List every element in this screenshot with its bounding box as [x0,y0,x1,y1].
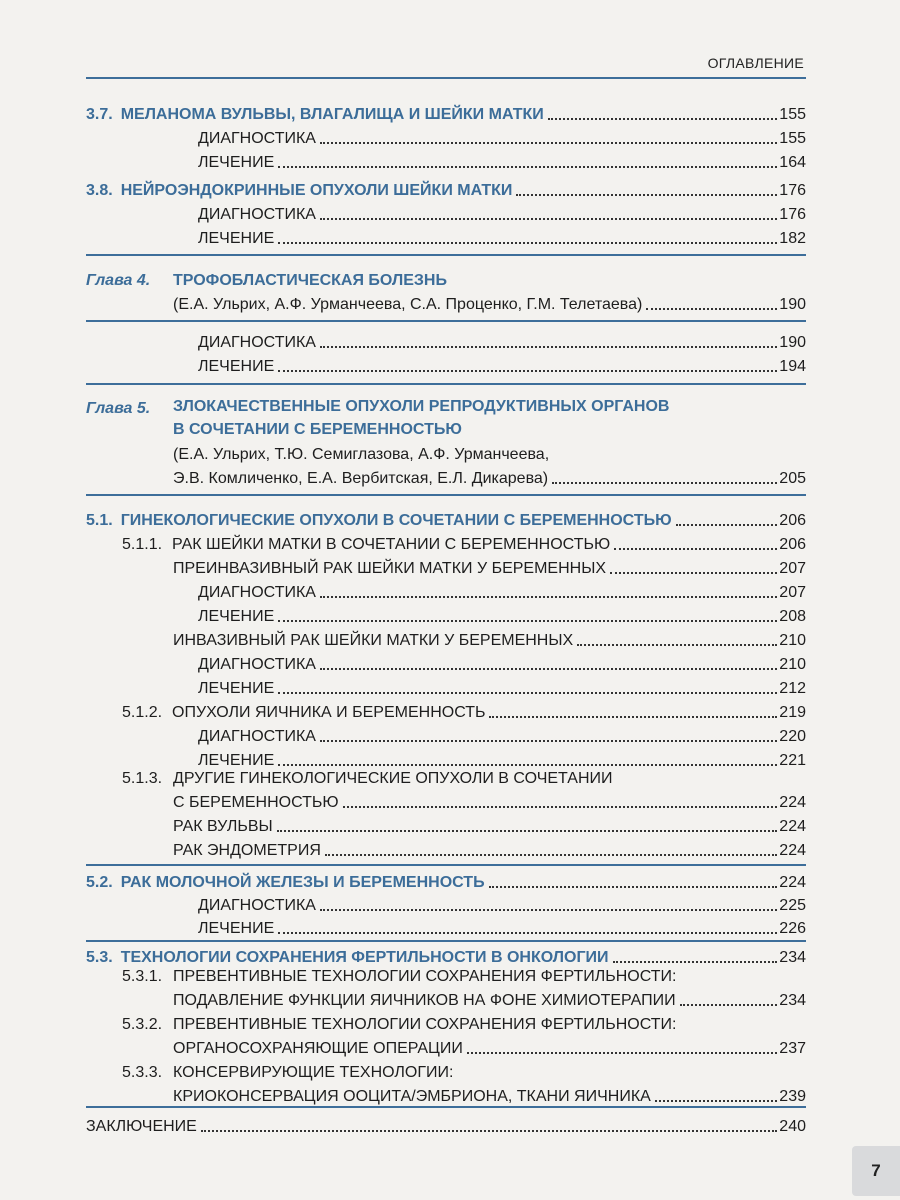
subitem-title: РАК ВУЛЬВЫ [173,818,273,835]
chapter-divider [86,254,806,256]
page-ref: 212 [779,680,806,697]
page-ref: 225 [779,897,806,914]
chapter-authors: (Е.А. Ульрих, Т.Ю. Семиглазова, А.Ф. Урманчеева, [173,446,550,463]
section-number: 5.2. [86,874,113,891]
toc-item[interactable] [198,200,806,224]
subsection-title: РАК ШЕЙКИ МАТКИ В СОЧЕТАНИИ С БЕРЕМЕННОСТЬЮ [172,536,611,553]
subitem-title: ИНВАЗИВНЫЙ РАК ШЕЙКИ МАТКИ У БЕРЕМЕННЫХ [173,632,574,649]
page-ref: 239 [779,1088,806,1105]
page-ref: 207 [779,584,806,601]
toc-subsection-5-1-1[interactable] [122,530,806,554]
toc-subitem[interactable] [173,836,806,860]
page-ref: 224 [779,794,806,811]
chapter-label: Глава 5. [86,400,151,417]
section-divider [86,940,806,942]
toc-item[interactable] [198,674,806,698]
dot-leader [278,692,777,694]
toc-section-3-7[interactable] [86,100,806,124]
section-title: ТЕХНОЛОГИИ СОХРАНЕНИЯ ФЕРТИЛЬНОСТИ В ОНКОЛОГИИ [120,949,609,966]
page-ref: 194 [779,358,806,375]
toc-item[interactable] [198,352,806,376]
toc-item[interactable] [198,602,806,626]
page-ref: 219 [779,704,806,721]
dot-leader [278,242,777,244]
page-ref: 240 [779,1118,806,1135]
dot-leader [516,194,777,196]
page-ref: 206 [779,536,806,553]
page-ref: 208 [779,608,806,625]
chapter-divider [86,320,806,322]
page-ref: 220 [779,728,806,745]
dot-leader [201,1130,777,1132]
toc-item[interactable] [198,746,806,770]
section-number: 5.3. [86,949,113,966]
toc-section-5-2[interactable] [86,868,806,892]
section-title: НЕЙРОЭНДОКРИННЫЕ ОПУХОЛИ ШЕЙКИ МАТКИ [120,182,513,199]
toc-section-5-3[interactable] [86,943,806,967]
dot-leader [467,1052,777,1054]
page-ref: 164 [779,154,806,171]
toc-subsection-5-1-2[interactable] [122,698,806,722]
page-ref: 237 [779,1040,806,1057]
page-ref: 205 [779,470,806,487]
chapter-title: ЗЛОКАЧЕСТВЕННЫЕ ОПУХОЛИ РЕПРОДУКТИВНЫХ ОРГАНОВ [173,398,670,415]
subsection-title: ОРГАНОСОХРАНЯЮЩИЕ ОПЕРАЦИИ [173,1040,463,1057]
page-number-tab [852,1146,900,1196]
page-ref: 190 [779,334,806,351]
section-title: РАК МОЛОЧНОЙ ЖЕЛЕЗЫ И БЕРЕМЕННОСТЬ [120,874,485,891]
page-ref: 234 [779,992,806,1009]
toc-section-5-1[interactable] [86,506,806,530]
page-number: 7 [871,1161,881,1180]
item-title: ДИАГНОСТИКА [198,728,316,745]
toc-section-3-8[interactable] [86,176,806,200]
dot-leader [278,370,777,372]
page-ref: 207 [779,560,806,577]
page-ref: 226 [779,920,806,937]
dot-leader [343,806,778,808]
dot-leader [680,1004,778,1006]
page-ref: 155 [779,130,806,147]
dot-leader [646,308,777,310]
dot-leader [614,548,777,550]
page-ref: 221 [779,752,806,769]
item-title: ДИАГНОСТИКА [198,130,316,147]
dot-leader [325,854,777,856]
subsection-number: 5.3.1. [122,968,163,985]
toc-chapter-5[interactable] [173,464,806,488]
dot-leader [277,830,778,832]
page-ref: 210 [779,656,806,673]
toc-item[interactable] [198,148,806,172]
item-title: ЛЕЧЕНИЕ [198,608,275,625]
item-title: ЛЕЧЕНИЕ [198,680,275,697]
header-divider [86,77,806,79]
dot-leader [489,716,777,718]
dot-leader [278,166,777,168]
dot-leader [320,218,777,220]
section-divider [86,864,806,866]
toc-subitem[interactable] [173,812,806,836]
chapter-label: Глава 4. [86,272,151,289]
item-title: ЛЕЧЕНИЕ [198,154,275,171]
page-ref: 206 [779,512,806,529]
subsection-title: ОПУХОЛИ ЯИЧНИКА И БЕРЕМЕННОСТЬ [172,704,486,721]
chapter-divider [86,494,806,496]
dot-leader [548,118,778,120]
toc-item[interactable] [198,578,806,602]
section-title: МЕЛАНОМА ВУЛЬВЫ, ВЛАГАЛИЩА И ШЕЙКИ МАТКИ [120,106,544,123]
subitem-title: ПРЕИНВАЗИВНЫЙ РАК ШЕЙКИ МАТКИ У БЕРЕМЕННЫХ [173,560,607,577]
chapter-title: ТРОФОБЛАСТИЧЕСКАЯ БОЛЕЗНЬ [173,272,447,289]
dot-leader [320,142,777,144]
subsection-title: С БЕРЕМЕННОСТЬЮ [173,794,339,811]
dot-leader [320,346,777,348]
chapter-authors: (Е.А. Ульрих, А.Ф. Урманчеева, С.А. Проценко, Г.М. Телетаева) [173,296,643,313]
dot-leader [610,572,777,574]
toc-item[interactable] [198,722,806,746]
toc-subsection-5-3-3[interactable] [173,1082,806,1106]
dot-leader [320,909,777,911]
conclusion-title: ЗАКЛЮЧЕНИЕ [86,1118,197,1135]
toc-item[interactable] [198,914,806,938]
subsection-title: ДРУГИЕ ГИНЕКОЛОГИЧЕСКИЕ ОПУХОЛИ В СОЧЕТАНИИ [173,770,613,787]
subsection-title: КОНСЕРВИРУЮЩИЕ ТЕХНОЛОГИИ: [173,1064,454,1081]
dot-leader [320,740,777,742]
subsection-number: 5.3.3. [122,1064,163,1081]
dot-leader [278,620,777,622]
dot-leader [489,886,778,888]
toc-subsection-5-1-3[interactable] [173,788,806,812]
subsection-number: 5.1.2. [122,704,163,721]
chapter-divider [86,383,806,385]
toc-chapter-4[interactable] [173,290,806,314]
item-title: ДИАГНОСТИКА [198,656,316,673]
subsection-title: КРИОКОНСЕРВАЦИЯ ООЦИТА/ЭМБРИОНА, ТКАНИ ЯИЧНИКА [173,1088,651,1105]
section-number: 3.8. [86,182,113,199]
toc-subsection-5-3-2[interactable] [173,1034,806,1058]
section-number: 3.7. [86,106,113,123]
dot-leader [278,932,777,934]
toc-item[interactable] [198,328,806,352]
dot-leader [676,524,778,526]
section-divider [86,1106,806,1108]
toc-item[interactable] [198,891,806,915]
section-title: ГИНЕКОЛОГИЧЕСКИЕ ОПУХОЛИ В СОЧЕТАНИИ С БЕРЕМЕННОСТЬЮ [120,512,672,529]
chapter-title: В СОЧЕТАНИИ С БЕРЕМЕННОСТЬЮ [173,421,462,438]
dot-leader [577,644,777,646]
dot-leader [278,764,777,766]
item-title: ДИАГНОСТИКА [198,897,316,914]
page-ref: 182 [779,230,806,247]
dot-leader [320,596,777,598]
page-ref: 224 [779,842,806,859]
subsection-title: ПОДАВЛЕНИЕ ФУНКЦИИ ЯИЧНИКОВ НА ФОНЕ ХИМИОТЕРАПИИ [173,992,676,1009]
item-title: ДИАГНОСТИКА [198,584,316,601]
dot-leader [655,1100,777,1102]
toc-subitem[interactable] [173,554,806,578]
page-ref: 176 [779,182,806,199]
toc-subitem[interactable] [173,626,806,650]
page-ref: 210 [779,632,806,649]
subsection-title: ПРЕВЕНТИВНЫЕ ТЕХНОЛОГИИ СОХРАНЕНИЯ ФЕРТИЛЬНОСТИ: [173,1016,677,1033]
toc-item[interactable] [198,224,806,248]
item-title: ЛЕЧЕНИЕ [198,358,275,375]
section-number: 5.1. [86,512,113,529]
item-title: ДИАГНОСТИКА [198,334,316,351]
item-title: ЛЕЧЕНИЕ [198,752,275,769]
item-title: ЛЕЧЕНИЕ [198,920,275,937]
page-ref: 224 [779,874,806,891]
header-title: ОГЛАВЛЕНИЕ [707,55,804,71]
dot-leader [552,482,777,484]
page-ref: 190 [779,296,806,313]
toc-conclusion[interactable] [86,1112,806,1136]
page-ref: 234 [779,949,806,966]
chapter-authors: Э.В. Комличенко, Е.А. Вербитская, Е.Л. Дикарева) [173,470,549,487]
page-ref: 176 [779,206,806,223]
toc-item[interactable] [198,650,806,674]
item-title: ДИАГНОСТИКА [198,206,316,223]
item-title: ЛЕЧЕНИЕ [198,230,275,247]
subsection-number: 5.1.1. [122,536,163,553]
dot-leader [613,961,778,963]
page-ref: 155 [779,106,806,123]
toc-subsection-5-3-1[interactable] [173,986,806,1010]
subitem-title: РАК ЭНДОМЕТРИЯ [173,842,321,859]
page-ref: 224 [779,818,806,835]
subsection-number: 5.3.2. [122,1016,163,1033]
subsection-number: 5.1.3. [122,770,163,787]
subsection-title: ПРЕВЕНТИВНЫЕ ТЕХНОЛОГИИ СОХРАНЕНИЯ ФЕРТИЛЬНОСТИ: [173,968,677,985]
toc-item[interactable] [198,124,806,148]
dot-leader [320,668,777,670]
